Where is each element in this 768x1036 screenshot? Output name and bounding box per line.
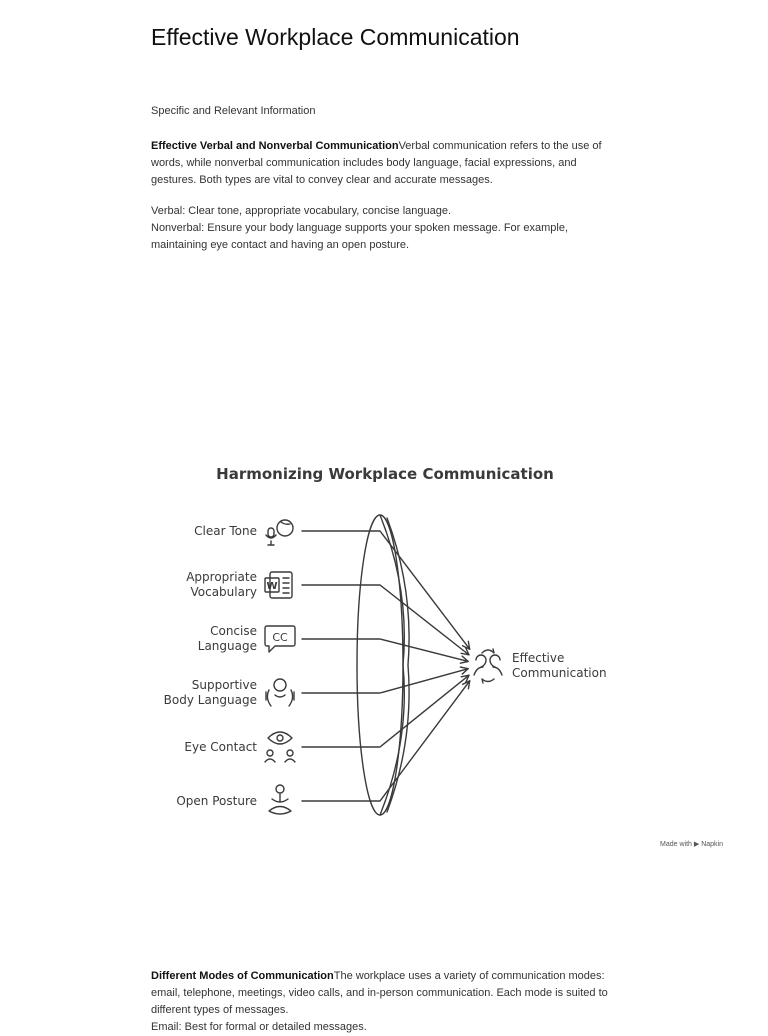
- section-modes: [151, 968, 611, 1036]
- page-title: Effective Workplace Communication: [151, 24, 520, 50]
- connector-appropriate-vocabulary: [302, 585, 469, 655]
- input-label-appropriate: Appropriate: [186, 570, 257, 584]
- section-heading: Different Modes of Communication: [151, 970, 334, 982]
- input-label-language: Language: [197, 639, 257, 653]
- svg-text:CC: CC: [272, 631, 288, 644]
- input-labels: [164, 524, 258, 808]
- input-label-concise: Concise: [210, 624, 257, 638]
- verbal-line: Verbal: Clear tone, appropriate vocabulary, concise language.: [151, 205, 452, 217]
- output-label-communication: Communication: [512, 666, 607, 680]
- email-line: Email: Best for formal or detailed messages.: [151, 1021, 367, 1033]
- input-label-supportive: Supportive: [191, 678, 257, 692]
- napkin-logo-icon: ▶: [693, 841, 700, 848]
- made-with-text: Made with: [660, 841, 692, 848]
- input-label-open-posture: Open Posture: [176, 794, 257, 808]
- meditating-person-icon: [269, 785, 291, 814]
- verbal-nonverbal-list: [151, 203, 611, 254]
- input-label-clear-tone: Clear Tone: [194, 524, 257, 538]
- connector-eye-contact: [302, 675, 469, 747]
- connectors: [302, 531, 470, 801]
- input-label-body-language: Body Language: [163, 693, 257, 707]
- connector-concise-language: [302, 639, 468, 661]
- section-body: Verbal communication refers to the use of words, while nonverbal communication includes body language, facial expressions, and gestures. Both types are vital to convey clear and accurate messages.: [151, 140, 602, 186]
- closed-caption-icon: [265, 626, 295, 652]
- brand-name: Napkin: [701, 841, 723, 848]
- connector-supportive-body-language: [302, 669, 468, 693]
- diagram-title: Harmonizing Workplace Communication: [216, 465, 554, 483]
- communication-diagram: [0, 455, 768, 830]
- person-hands-icon: [266, 679, 294, 706]
- connector-open-posture: [302, 681, 470, 801]
- word-document-icon: [265, 572, 292, 598]
- input-label-eye-contact: Eye Contact: [184, 740, 257, 754]
- nonverbal-line: Nonverbal: Ensure your body language supports your spoken message. For example, maintaining eye contact and having an open posture.: [151, 222, 569, 251]
- microphone-person-icon: [266, 520, 293, 545]
- input-label-vocabulary: Vocabulary: [190, 585, 257, 599]
- eye-people-icon: [265, 732, 295, 762]
- two-people-cycle-icon: [474, 649, 502, 683]
- subheading: Specific and Relevant Information: [151, 105, 316, 117]
- section-heading: Effective Verbal and Nonverbal Communication: [151, 140, 399, 152]
- made-with-badge: [660, 840, 723, 848]
- section-body: The workplace uses a variety of communication modes: email, telephone, meetings, video calls, and in-person communication. Each mode is suited to different types of messages.: [151, 970, 608, 1016]
- svg-text:W: W: [266, 581, 278, 592]
- section-verbal-nonverbal: [151, 138, 611, 189]
- output-label-effective: Effective: [512, 651, 565, 665]
